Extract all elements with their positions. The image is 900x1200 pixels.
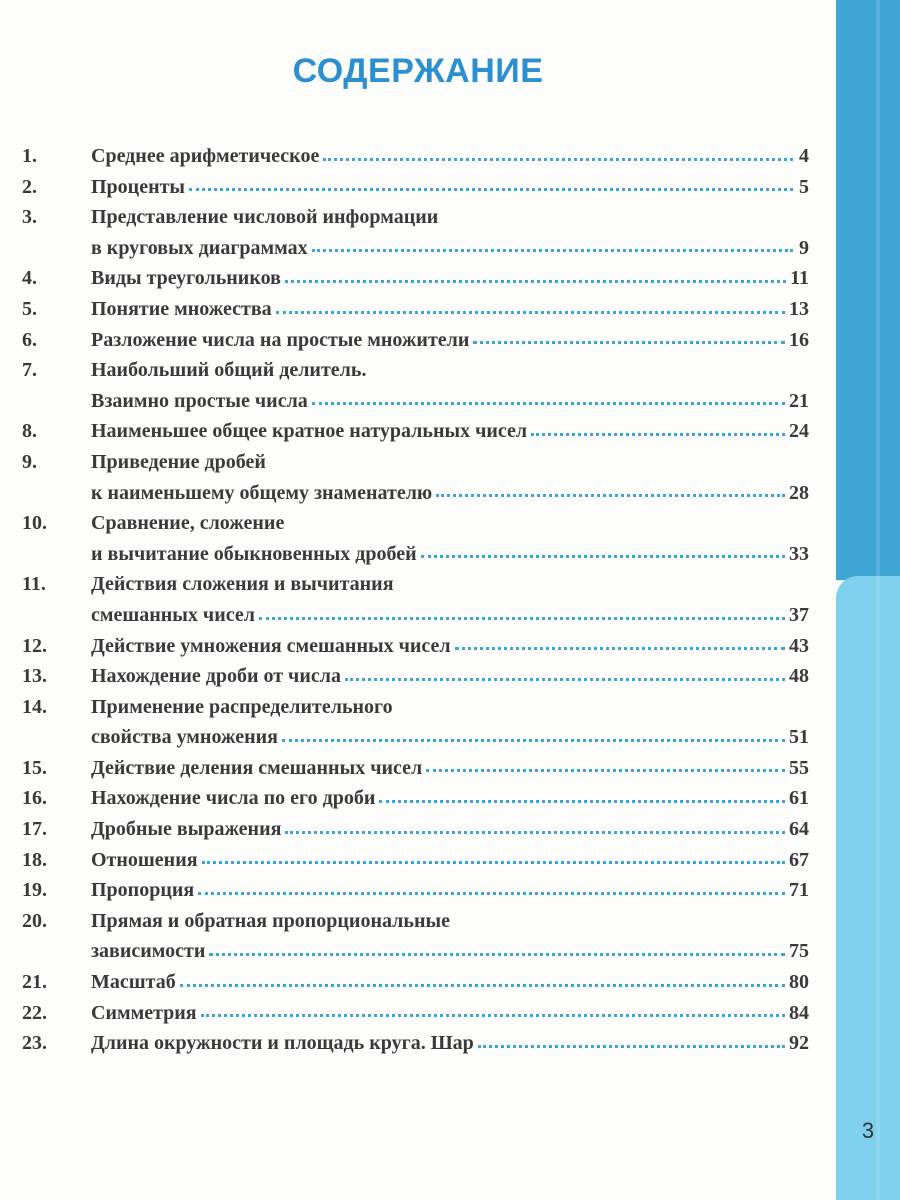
toc-entry-page: 51 bbox=[789, 726, 809, 749]
toc-entry-number: 10. bbox=[22, 512, 47, 535]
toc-entry-page: 4 bbox=[799, 145, 809, 167]
dot-leader bbox=[379, 800, 785, 803]
toc-entry[interactable] bbox=[22, 631, 809, 662]
toc-entry[interactable] bbox=[22, 875, 809, 906]
toc-entry-title: Пропорция bbox=[91, 879, 195, 902]
dot-leader bbox=[323, 158, 793, 161]
toc-entry-page: 64 bbox=[789, 818, 809, 841]
dot-leader bbox=[345, 678, 785, 681]
toc-entry-page: 24 bbox=[789, 420, 809, 443]
toc-entry[interactable] bbox=[22, 722, 809, 753]
toc-entry-number: 11. bbox=[22, 573, 46, 596]
toc-entry-number: 5. bbox=[22, 297, 37, 320]
toc-entry[interactable] bbox=[22, 600, 809, 631]
toc-entry-page: 75 bbox=[789, 940, 809, 963]
dot-leader bbox=[180, 984, 785, 987]
toc-entry-page: 84 bbox=[789, 1001, 809, 1024]
toc-entry[interactable] bbox=[22, 692, 809, 723]
dot-leader bbox=[202, 861, 785, 864]
dot-leader bbox=[201, 1014, 785, 1017]
toc-entry[interactable] bbox=[22, 508, 809, 539]
toc-entry[interactable] bbox=[22, 539, 809, 570]
toc-entry-title: Наименьшее общее кратное натуральных чисел bbox=[91, 420, 528, 443]
toc-entry-title: Среднее арифметическое bbox=[91, 145, 320, 167]
dot-leader bbox=[198, 892, 785, 895]
toc-entry-title: Проценты bbox=[91, 175, 186, 198]
toc-entry-number: 4. bbox=[22, 267, 37, 290]
toc-entry-page: 37 bbox=[789, 603, 809, 626]
toc-entry-title: Нахождение дроби от числа bbox=[91, 665, 341, 688]
table-of-contents bbox=[22, 141, 809, 1059]
toc-entry-number: 14. bbox=[22, 695, 47, 718]
toc-entry-number: 13. bbox=[22, 665, 47, 688]
toc-entry[interactable] bbox=[22, 447, 809, 478]
toc-entry[interactable] bbox=[22, 783, 809, 814]
toc-entry-page: 5 bbox=[799, 175, 809, 198]
toc-entry[interactable] bbox=[22, 906, 809, 937]
toc-entry[interactable] bbox=[22, 1028, 809, 1059]
dot-leader bbox=[285, 280, 786, 283]
toc-entry-title: зависимости bbox=[91, 940, 206, 963]
dot-leader bbox=[312, 249, 793, 252]
toc-entry-title: Понятие множества bbox=[91, 297, 272, 320]
toc-entry[interactable] bbox=[22, 416, 809, 447]
toc-entry[interactable] bbox=[22, 386, 809, 417]
toc-entry-title: Масштаб bbox=[91, 971, 176, 994]
toc-entry-page: 9 bbox=[799, 236, 809, 259]
toc-entry-number: 8. bbox=[22, 420, 37, 443]
toc-entry-title: Наибольший общий делитель. bbox=[91, 359, 367, 382]
dot-leader bbox=[478, 1045, 785, 1048]
toc-entry-number: 1. bbox=[22, 145, 37, 167]
toc-entry-title: Нахождение числа по его дроби bbox=[91, 787, 376, 810]
toc-entry-title: Взаимно простые числа bbox=[91, 389, 308, 412]
dot-leader bbox=[285, 831, 785, 834]
toc-entry-title: Действия сложения и вычитания bbox=[91, 573, 394, 596]
toc-entry-number: 3. bbox=[22, 206, 37, 229]
toc-entry[interactable] bbox=[22, 325, 809, 356]
toc-entry[interactable] bbox=[22, 569, 809, 600]
toc-entry[interactable] bbox=[22, 355, 809, 386]
toc-entry-number: 15. bbox=[22, 756, 47, 779]
toc-entry-page: 55 bbox=[789, 756, 809, 779]
toc-entry[interactable] bbox=[22, 753, 809, 784]
toc-entry[interactable] bbox=[22, 967, 809, 998]
toc-entry-number: 23. bbox=[22, 1032, 47, 1055]
toc-entry[interactable] bbox=[22, 661, 809, 692]
toc-entry-title: Дробные выражения bbox=[91, 818, 282, 841]
dot-leader bbox=[276, 311, 785, 314]
dot-leader bbox=[209, 953, 785, 956]
toc-entry[interactable] bbox=[22, 845, 809, 876]
toc-entry-page: 21 bbox=[789, 389, 809, 412]
toc-entry-page: 48 bbox=[789, 665, 809, 688]
toc-entry-page: 67 bbox=[789, 848, 809, 871]
toc-entry-page: 80 bbox=[789, 971, 809, 994]
toc-entry-page: 92 bbox=[789, 1032, 809, 1055]
toc-entry-title: смешанных чисел bbox=[91, 603, 255, 626]
toc-entry[interactable] bbox=[22, 814, 809, 845]
toc-entry-page: 33 bbox=[789, 542, 809, 565]
toc-entry-number: 12. bbox=[22, 634, 47, 657]
toc-entry-number: 6. bbox=[22, 328, 37, 351]
dot-leader bbox=[531, 433, 785, 436]
toc-entry-page: 28 bbox=[789, 481, 809, 504]
toc-entry[interactable] bbox=[22, 478, 809, 509]
toc-entry-title: Приведение дробей bbox=[91, 450, 266, 473]
sidebar-band-light bbox=[836, 576, 900, 1200]
toc-entry-number: 17. bbox=[22, 818, 47, 841]
page-number: 3 bbox=[861, 1118, 875, 1143]
dot-leader bbox=[426, 769, 785, 772]
toc-entry-page: 11 bbox=[790, 267, 809, 290]
toc-entry-page: 71 bbox=[789, 879, 809, 902]
toc-entry[interactable] bbox=[22, 141, 809, 172]
toc-entry-title: Прямая и обратная пропорциональные bbox=[91, 909, 450, 932]
toc-entry-page: 43 bbox=[789, 634, 809, 657]
toc-entry-title: свойства умножения bbox=[91, 726, 278, 749]
toc-entry-number: 7. bbox=[22, 359, 37, 382]
toc-entry[interactable] bbox=[22, 936, 809, 967]
toc-entry-title: Разложение числа на простые множители bbox=[91, 328, 470, 351]
toc-entry[interactable] bbox=[22, 233, 809, 264]
toc-entry-title: Представление числовой информации bbox=[91, 206, 439, 229]
toc-entry[interactable] bbox=[22, 294, 809, 325]
toc-entry-title: Отношения bbox=[91, 848, 198, 871]
sidebar-stripe bbox=[876, 0, 880, 1200]
toc-entry[interactable] bbox=[22, 263, 809, 294]
toc-entry-title: Применение распределительного bbox=[91, 695, 393, 718]
dot-leader bbox=[259, 617, 785, 620]
toc-entry-number: 16. bbox=[22, 787, 47, 810]
dot-leader bbox=[455, 647, 785, 650]
dot-leader bbox=[189, 188, 793, 191]
toc-entry-page: 13 bbox=[789, 297, 809, 320]
dot-leader bbox=[421, 555, 785, 558]
toc-entry-page: 16 bbox=[789, 328, 809, 351]
toc-entry-title: Виды треугольников bbox=[91, 267, 281, 290]
sidebar-band-dark bbox=[836, 0, 900, 580]
toc-entry-number: 19. bbox=[22, 879, 47, 902]
dot-leader bbox=[436, 494, 785, 497]
toc-entry-title: Сравнение, сложение bbox=[91, 512, 285, 535]
toc-entry-number: 22. bbox=[22, 1001, 47, 1024]
toc-entry-title: Действие умножения смешанных чисел bbox=[91, 634, 451, 657]
toc-entry[interactable] bbox=[22, 998, 809, 1029]
toc-entry-title: Действие деления смешанных чисел bbox=[91, 756, 423, 779]
toc-entry-number: 20. bbox=[22, 909, 47, 932]
toc-entry-number: 9. bbox=[22, 450, 37, 473]
toc-entry-number: 21. bbox=[22, 971, 47, 994]
toc-entry-title: и вычитание обыкновенных дробей bbox=[91, 542, 417, 565]
toc-entry-title: Длина окружности и площадь круга. Шар bbox=[91, 1032, 474, 1055]
toc-entry-number: 2. bbox=[22, 175, 37, 198]
toc-entry-title: Симметрия bbox=[91, 1001, 197, 1024]
page-title: СОДЕРЖАНИЕ bbox=[292, 52, 544, 90]
dot-leader bbox=[312, 402, 785, 405]
dot-leader bbox=[282, 739, 785, 742]
toc-entry-page: 61 bbox=[789, 787, 809, 810]
toc-entry-title: в круговых диаграммах bbox=[91, 236, 308, 259]
toc-entry-number: 18. bbox=[22, 848, 47, 871]
toc-entry-title: к наименьшему общему знаменателю bbox=[91, 481, 433, 504]
dot-leader bbox=[473, 341, 785, 344]
toc-entry[interactable] bbox=[22, 172, 809, 203]
toc-entry[interactable] bbox=[22, 202, 809, 233]
